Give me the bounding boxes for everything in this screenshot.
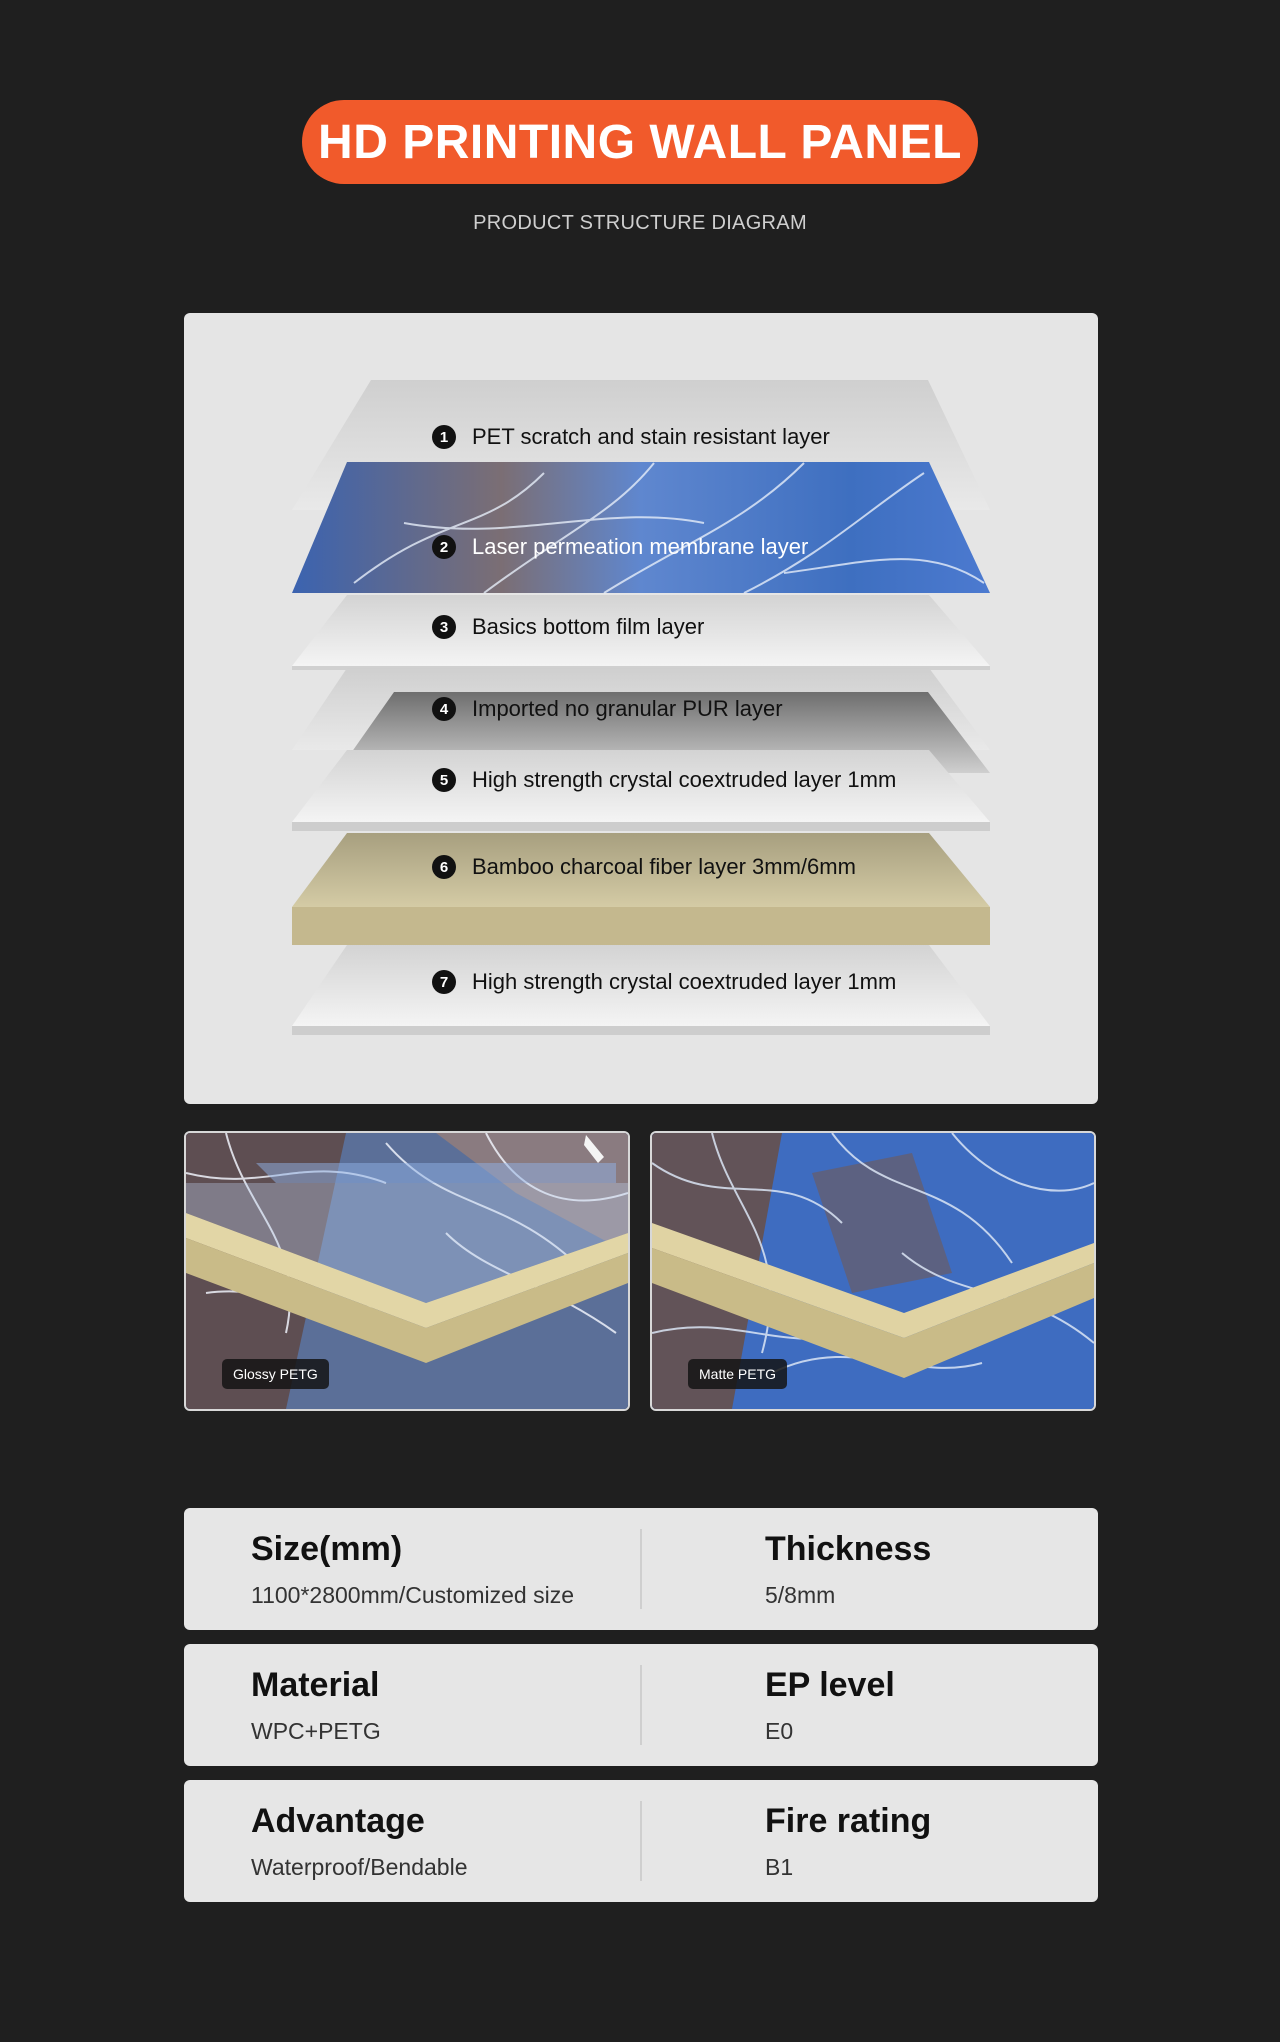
glossy-petg-photo <box>184 1131 630 1411</box>
layer-number-badge: 2 <box>432 535 456 559</box>
layer-label-7 <box>432 969 896 995</box>
spec-title: EP level <box>765 1666 895 1704</box>
spec-title: Fire rating <box>765 1802 932 1840</box>
matte-petg-tag: Matte PETG <box>688 1359 787 1389</box>
layer-label-text: High strength crystal coextruded layer 1mm <box>472 767 897 792</box>
matte-petg-photo <box>650 1131 1096 1411</box>
layer-label-3 <box>432 614 704 640</box>
layer-label-text: PET scratch and stain resistant layer <box>472 424 830 449</box>
structure-diagram <box>184 313 1098 1104</box>
layer-label-text: Basics bottom film layer <box>472 614 705 639</box>
spec-divider <box>640 1529 642 1609</box>
layer-number-badge: 5 <box>432 768 456 792</box>
layer-number-badge: 4 <box>432 697 456 721</box>
spec-value: WPC+PETG <box>251 1718 381 1744</box>
layer-number-badge: 3 <box>432 615 456 639</box>
spec-title: Size(mm) <box>251 1530 403 1568</box>
spec-row-advantage-fire <box>184 1780 1098 1902</box>
layer-label-text: High strength crystal coextruded layer 1mm <box>472 969 897 994</box>
spec-value: 5/8mm <box>765 1582 836 1608</box>
layer-number-badge: 6 <box>432 855 456 879</box>
layer-number-badge: 1 <box>432 425 456 449</box>
spec-value: 1100*2800mm/Customized size <box>251 1582 575 1608</box>
spec-value: B1 <box>765 1854 794 1880</box>
spec-row-material-ep <box>184 1644 1098 1766</box>
layer-label-5 <box>432 767 896 793</box>
spec-divider <box>640 1801 642 1881</box>
layer-label-text: Bamboo charcoal fiber layer 3mm/6mm <box>472 854 856 879</box>
page-title-badge <box>302 100 978 184</box>
spec-value: Waterproof/Bendable <box>251 1854 468 1880</box>
spec-row-size-thickness <box>184 1508 1098 1630</box>
page-title: HD PRINTING WALL PANEL <box>318 115 962 169</box>
layer-label-6 <box>432 854 856 880</box>
layer-label-2 <box>432 534 808 560</box>
layer-label-1 <box>432 424 830 450</box>
spec-divider <box>640 1665 642 1745</box>
glossy-petg-tag: Glossy PETG <box>222 1359 329 1389</box>
page-subtitle: PRODUCT STRUCTURE DIAGRAM <box>473 212 807 234</box>
spec-title: Thickness <box>765 1530 932 1568</box>
layer-label-4 <box>432 696 783 722</box>
spec-title: Material <box>251 1666 380 1704</box>
layer-label-text: Imported no granular PUR layer <box>472 696 783 721</box>
layer-number-badge: 7 <box>432 970 456 994</box>
layer-label-text: Laser permeation membrane layer <box>472 534 809 559</box>
spec-title: Advantage <box>251 1802 425 1840</box>
spec-value: E0 <box>765 1718 794 1744</box>
